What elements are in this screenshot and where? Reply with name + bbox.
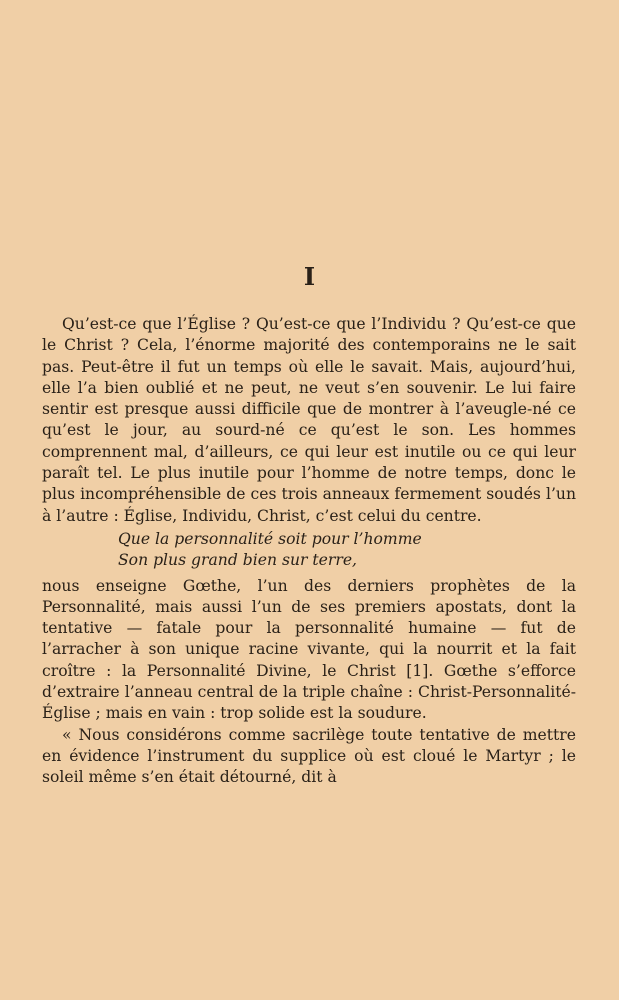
verse-line-2: Son plus grand bien sur terre,	[118, 551, 358, 570]
page-body	[42, 314, 576, 789]
paragraph-3: « Nous considérons comme sacrilège toute tentative de mettre en évidence l’instrument du supplice où est cloué le Martyr ; le soleil même s’en était détourné, dit à	[42, 725, 576, 787]
verse-quote	[118, 529, 576, 572]
verse-line-1: Que la personnalité soit pour l’homme	[118, 529, 422, 548]
paragraph-1: Qu’est-ce que l’Église ? Qu’est-ce que l’Individu ? Qu’est-ce que le Christ ? Cela, l’énorme majorité des contemporains ne le sait pas. Peut-être il fut un temps où elle le savait. Mais, aujourd’hui, elle l’a bien oublié et ne peut, ne veut s’en souvenir. Le lui faire sentir est presque aussi difficile que de montrer à l’aveugle-né ce qu’est le jour, au sourd-né ce qu’est le son. Les hommes comprennent mal, d’ailleurs, ce qui leur est inutile ou ce qui leur paraît tel. Le plus inutile pour l’homme de notre temps, donc le plus incompréhensible de ces trois anneaux fermement soudés l’un à l’autre : Église, Individu, Christ, c’est celui du centre.	[42, 315, 576, 525]
chapter-number: I	[303, 262, 316, 291]
paragraph-2: nous enseigne Gœthe, l’un des derniers prophètes de la Personnalité, mais aussi l’un de ses premiers apostats, dont la tentative — fatale pour la personnalité humaine — fut de l’arracher à son unique racine vivante, qui la nourrit et la fait croître : la Personnalité Divine, le Christ [1]. Gœthe s’efforce d’extraire l’anneau central de la triple chaîne : Christ-Personnalité-Église ; mais en vain : trop solide est la soudure.	[42, 576, 576, 723]
